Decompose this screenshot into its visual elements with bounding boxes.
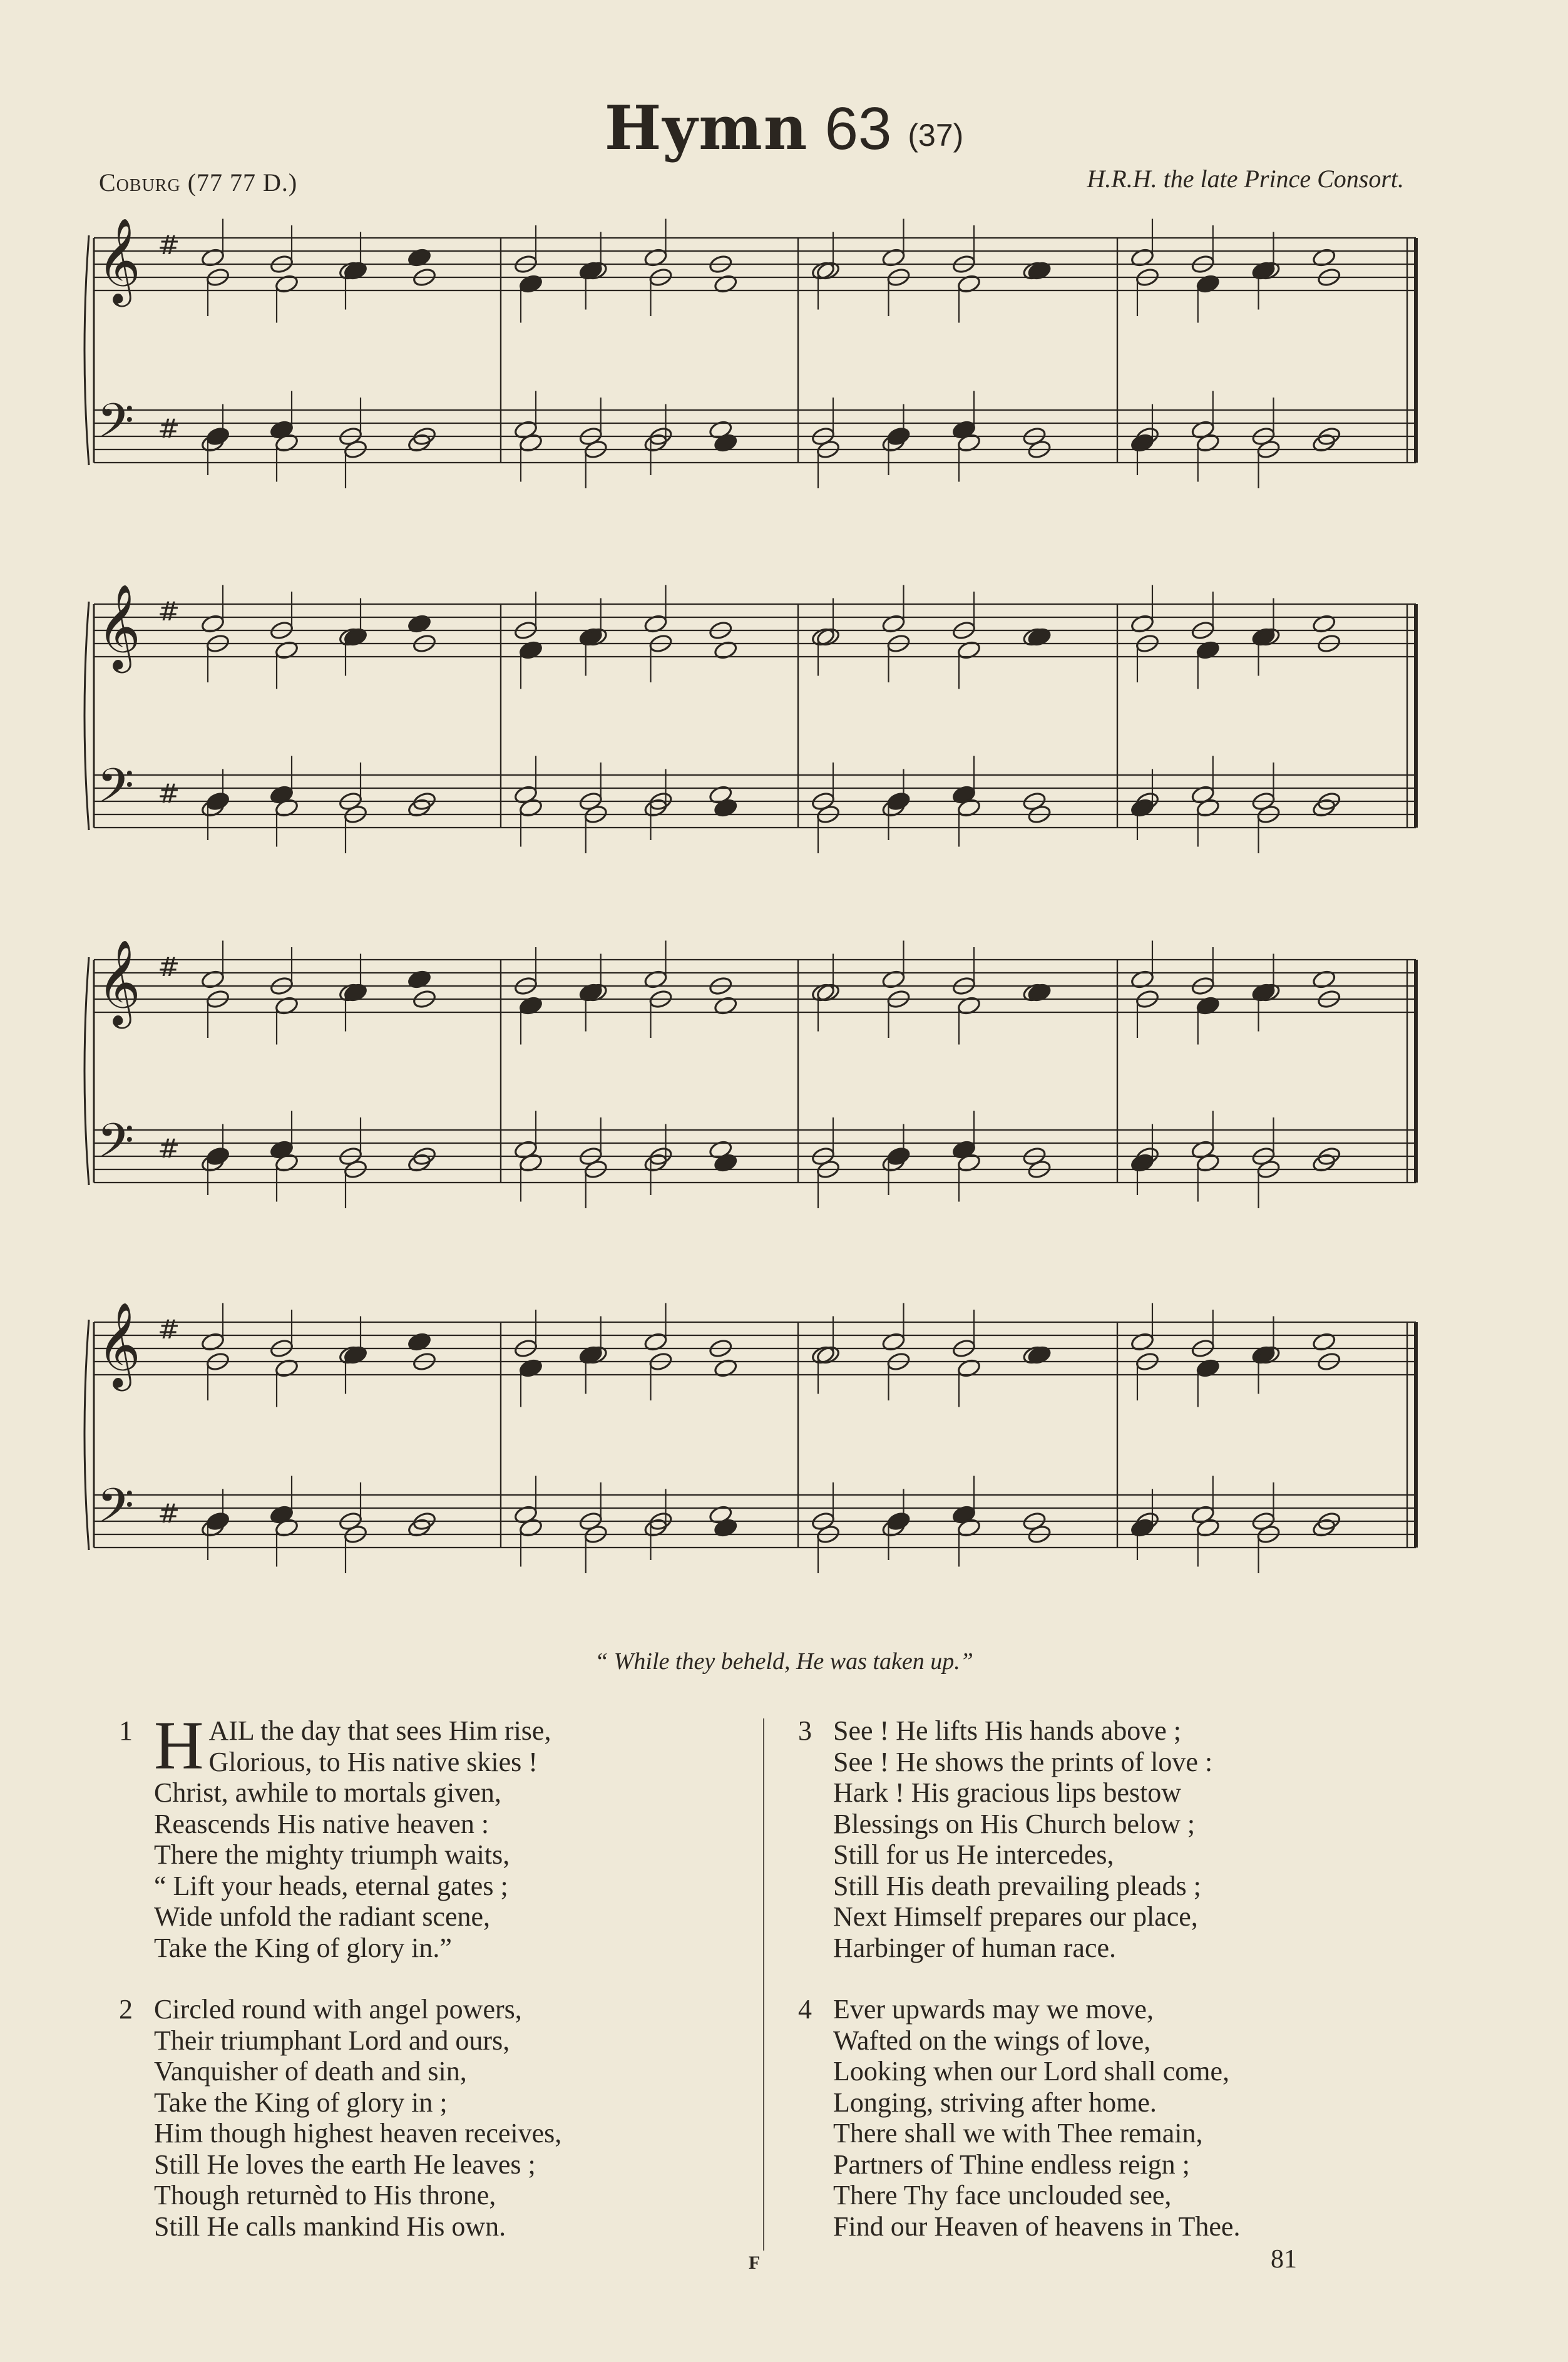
key-signature: # — [158, 230, 180, 260]
note-head — [886, 791, 911, 811]
system-brace — [85, 957, 89, 1185]
bass-clef: 𝄢 — [97, 758, 135, 825]
bass-clef: 𝄢 — [97, 393, 135, 460]
treble-clef: 𝄞 — [97, 1301, 141, 1387]
verses-right-column — [798, 1715, 1455, 2272]
system-brace — [85, 602, 89, 830]
composer: H.R.H. the late Prince Consort. — [1087, 165, 1404, 193]
verse-line: Longing, striving after home. — [833, 2087, 1157, 2118]
note-head — [886, 1511, 911, 1531]
verse-line: Still His death prevailing pleads ; — [833, 1870, 1201, 1901]
verse-line: Find our Heaven of heavens in Thee. — [833, 2211, 1241, 2242]
verse-line: Ever upwards may we move, — [833, 1994, 1154, 2025]
note-head — [205, 1146, 230, 1166]
verse-line: See ! He shows the prints of love : — [833, 1746, 1213, 1777]
verse-line: Circled round with angel powers, — [154, 1994, 522, 2025]
hymn-number: 63 — [824, 95, 892, 162]
column-divider — [763, 1718, 764, 2251]
verse-line: Reascends His native heaven : — [154, 1808, 489, 1839]
verse-number: 4 — [798, 1994, 812, 2025]
scripture-quote: “ While they beheld, He was taken up.” — [595, 1648, 973, 1675]
drop-cap: H — [154, 1707, 204, 1784]
note-head — [205, 426, 230, 446]
hymn-reference: (37) — [908, 117, 964, 153]
verse-line: Him though highest heaven receives, — [154, 2118, 562, 2149]
verse-line: Blessings on His Church below ; — [833, 1808, 1196, 1839]
verse-line: See ! He lifts His hands above ; — [833, 1715, 1181, 1746]
verse-4 — [798, 1994, 1455, 2242]
key-signature: # — [158, 413, 180, 444]
verse-line: Their triumphant Lord and ours, — [154, 2025, 510, 2056]
key-signature: # — [158, 1133, 180, 1164]
tune-name: Coburg (77 77 D.) — [99, 168, 298, 197]
verse-line: Take the King of glory in ; — [154, 2087, 448, 2118]
verse-line: Still for us He intercedes, — [833, 1839, 1114, 1870]
verse-line: There Thy face unclouded see, — [833, 2180, 1172, 2211]
verse-line: Still He calls mankind His own. — [154, 2211, 506, 2242]
verse-line: Though returnèd to His throne, — [154, 2180, 496, 2211]
verse-line: Partners of Thine endless reign ; — [833, 2149, 1190, 2180]
verse-3 — [798, 1715, 1455, 1963]
note-head — [205, 1511, 230, 1531]
note-head — [886, 1146, 911, 1166]
verse-line: Looking when our Lord shall come, — [833, 2056, 1229, 2087]
treble-clef: 𝄞 — [97, 938, 141, 1025]
system-brace — [85, 1320, 89, 1550]
treble-clef: 𝄞 — [97, 217, 141, 303]
verse-number: 1 — [119, 1715, 133, 1746]
verses-left-column — [119, 1707, 714, 2272]
system-brace — [85, 235, 89, 465]
verse-line: Wide unfold the radiant scene, — [154, 1901, 491, 1932]
bass-clef: 𝄢 — [97, 1113, 135, 1180]
note-head — [205, 791, 230, 811]
verse-number: 2 — [119, 1994, 133, 2025]
verse-line: There the mighty triumph waits, — [154, 1839, 510, 1870]
verse-line: There shall we with Thee remain, — [833, 2118, 1203, 2149]
verse-line: Take the King of glory in.” — [154, 1932, 452, 1963]
verse-line: Harbinger of human race. — [833, 1932, 1117, 1963]
signature-mark: F — [749, 2252, 761, 2273]
key-signature: # — [158, 1314, 180, 1345]
verse-line: AIL the day that sees Him rise, — [208, 1715, 551, 1746]
treble-clef: 𝄞 — [97, 583, 141, 669]
verse-number: 3 — [798, 1715, 812, 1746]
verse-line: “ Lift your heads, eternal gates ; — [154, 1870, 508, 1901]
page-number: 81 — [1271, 2245, 1297, 2274]
verse-line: Vanquisher of death and sin, — [154, 2056, 467, 2087]
verse-line: Still He loves the earth He leaves ; — [154, 2149, 536, 2180]
key-signature: # — [158, 1498, 180, 1529]
hymn-word: Hymn — [604, 93, 809, 163]
key-signature: # — [158, 778, 180, 809]
key-signature: # — [158, 952, 180, 982]
verse-line: Christ, awhile to mortals given, — [154, 1777, 501, 1808]
verse-line: Hark ! His gracious lips bestow — [833, 1777, 1182, 1808]
verse-line: Glorious, to His native skies ! — [208, 1746, 538, 1777]
verse-line: Wafted on the wings of love, — [833, 2025, 1151, 2056]
verse-line: Next Himself prepares our place, — [833, 1901, 1198, 1932]
bass-clef: 𝄢 — [97, 1478, 135, 1545]
note-head — [886, 426, 911, 446]
verse-1 — [119, 1707, 714, 1963]
verse-2 — [119, 1994, 714, 2242]
key-signature: # — [158, 596, 180, 627]
